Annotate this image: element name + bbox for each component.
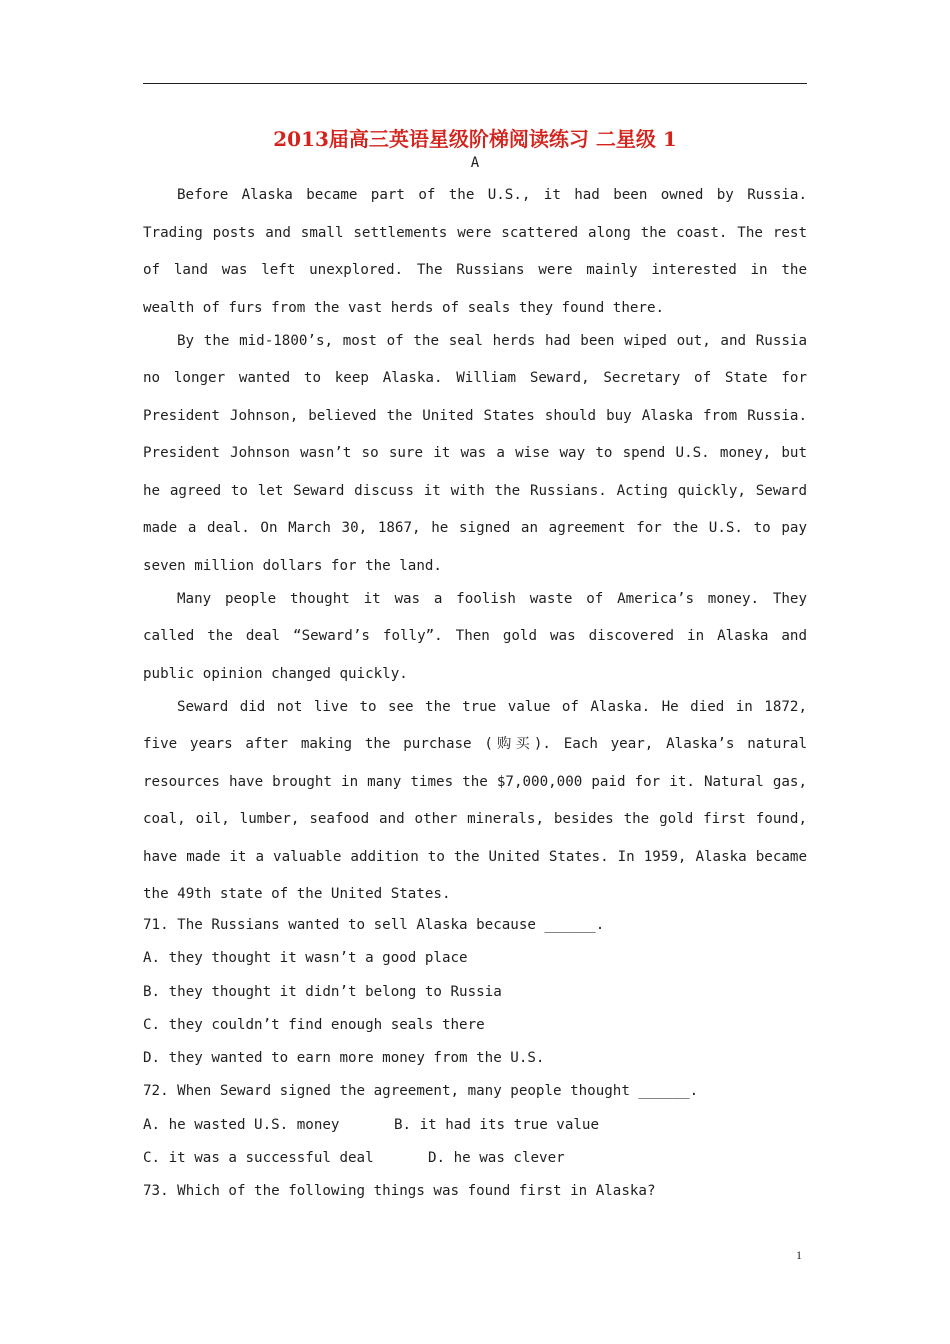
question-list: [143, 909, 807, 1209]
question-71-option-b: B. they thought it didn’t belong to Russia: [143, 983, 502, 1000]
question-71-option-d: D. they wanted to earn more money from the U.S.: [143, 1050, 545, 1067]
question-71-option-c: C. they couldn’t find enough seals there: [143, 1016, 485, 1033]
passage-paragraph-1: Before Alaska became part of the U.S., it had been owned by Russia. Trading posts and small settlements were scattered along the coast. The rest of land was left unexplored. The Russians were mainly interested in the wealth of furs from the vast herds of seals they found there.: [143, 187, 807, 316]
document-title: 2013届高三英语星级阶梯阅读练习 二星级 1: [273, 127, 677, 151]
question-72-option-a: A. he wasted U.S. money: [143, 1116, 340, 1133]
reading-passage: [143, 177, 807, 909]
passage-paragraph-4: Seward did not live to see the true value of Alaska. He died in 1872, five years after making the purchase (购买). Each year, Alaska’s natural resources have brought in many times the $7,000,000 paid for it. Natural gas, coal, oil, lumber, seafood and other minerals, besides the gold first found, have made it a valuable addition to the United States. In 1959, Alaska became the 49th state of the United States.: [143, 698, 807, 902]
question-71-option-a: A. they thought it wasn’t a good place: [143, 950, 468, 967]
section-label: A: [470, 155, 480, 171]
question-72-options-row-2: [143, 1142, 807, 1175]
passage-paragraph-3: Many people thought it was a foolish waste of America’s money. They called the deal “Seward’s folly”. Then gold was discovered in Alaska and public opinion changed quickly.: [143, 590, 807, 682]
question-72-option-b: B. it had its true value: [394, 1116, 599, 1133]
question-72-options-row-1: [143, 1109, 807, 1142]
question-72-option-d: D. he was clever: [428, 1150, 565, 1167]
page-number: 1: [796, 1248, 802, 1262]
question-71-stem: 71. The Russians wanted to sell Alaska because ______.: [143, 917, 605, 933]
question-73-stem: 73. Which of the following things was found first in Alaska?: [143, 1183, 656, 1200]
question-72-stem: 72. When Seward signed the agreement, many people thought ______.: [143, 1083, 699, 1100]
question-72-option-c: C. it was a successful deal: [143, 1150, 374, 1167]
header-rule: [143, 83, 807, 84]
passage-paragraph-2: By the mid-1800’s, most of the seal herds had been wiped out, and Russia no longer wanted to keep Alaska. William Seward, Secretary of State for President Johnson, believed the United States should buy Alaska from Russia. President Johnson wasn’t so sure it was a wise way to spend U.S. money, but he agreed to let Seward discuss it with the Russians. Acting quickly, Seward made a deal. On March 30, 1867, he signed an agreement for the U.S. to pay seven million dollars for the land.: [143, 332, 807, 574]
